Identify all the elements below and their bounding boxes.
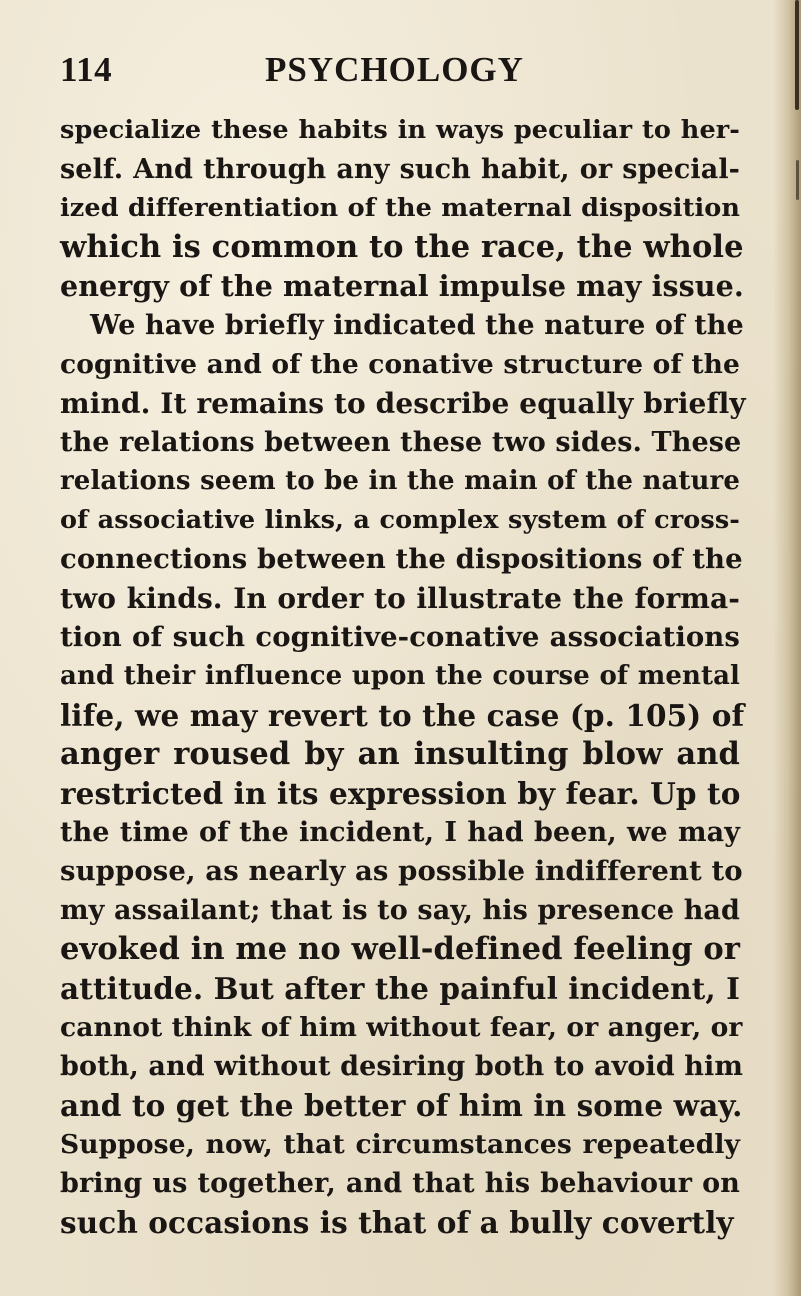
body-text	[60, 111, 746, 1242]
text-line: anger roused by an insulting blow and	[60, 736, 740, 772]
text-line: of associative links, a complex system of cross-	[60, 505, 740, 535]
text-line: life, we may revert to the case (p. 105) of	[60, 698, 745, 733]
page-edge-mark	[796, 160, 799, 200]
text-line: the time of the incident, I had been, we may	[60, 817, 740, 848]
text-line: and their influence upon the course of mental	[60, 661, 740, 691]
text-line: suppose, as nearly as possible indifferent to	[60, 855, 743, 887]
text-line: We have briefly indicated the nature of the	[90, 310, 744, 341]
text-line: Suppose, now, that circumstances repeatedly	[60, 1129, 740, 1160]
text-line: the relations between these two sides. These	[60, 427, 742, 458]
running-head	[60, 44, 740, 94]
text-line: such occasions is that of a bully covertly	[60, 1205, 734, 1240]
text-line: ized differentiation of the maternal disposition	[60, 193, 740, 223]
running-head-title: PSYCHOLOGY	[265, 50, 524, 89]
text-line: tion of such cognitive-conative associations	[60, 621, 740, 653]
text-line: my assailant; that is to say, his presence had	[60, 895, 740, 926]
text-line: attitude. But after the painful incident, I	[60, 971, 740, 1006]
text-line: specialize these habits in ways peculiar to her-	[60, 115, 740, 145]
text-line: relations seem to be in the main of the nature	[60, 466, 740, 496]
text-line: both, and without desiring both to avoid him	[60, 1051, 744, 1082]
text-line: mind. It remains to describe equally briefly	[60, 387, 746, 420]
text-line: and to get the better of him in some way.	[60, 1088, 743, 1123]
page-edge-shadow	[773, 0, 801, 1296]
text-line: two kinds. In order to illustrate the forma-	[60, 582, 740, 615]
page-edge-mark	[795, 0, 799, 110]
text-line: connections between the dispositions of the	[60, 543, 743, 575]
text-line: restricted in its expression by fear. Up to	[60, 776, 741, 811]
text-line: cognitive and of the conative structure of the	[60, 349, 740, 380]
text-line: cannot think of him without fear, or anger, or	[60, 1012, 743, 1043]
text-line: self. And through any such habit, or special-	[60, 154, 740, 185]
text-line: which is common to the race, the whole	[60, 229, 744, 265]
text-line: energy of the maternal impulse may issue.	[60, 269, 744, 303]
text-line: bring us together, and that his behaviour on	[60, 1168, 740, 1199]
page-number: 114	[60, 50, 113, 89]
text-line: evoked in me no well-defined feeling or	[60, 931, 740, 967]
